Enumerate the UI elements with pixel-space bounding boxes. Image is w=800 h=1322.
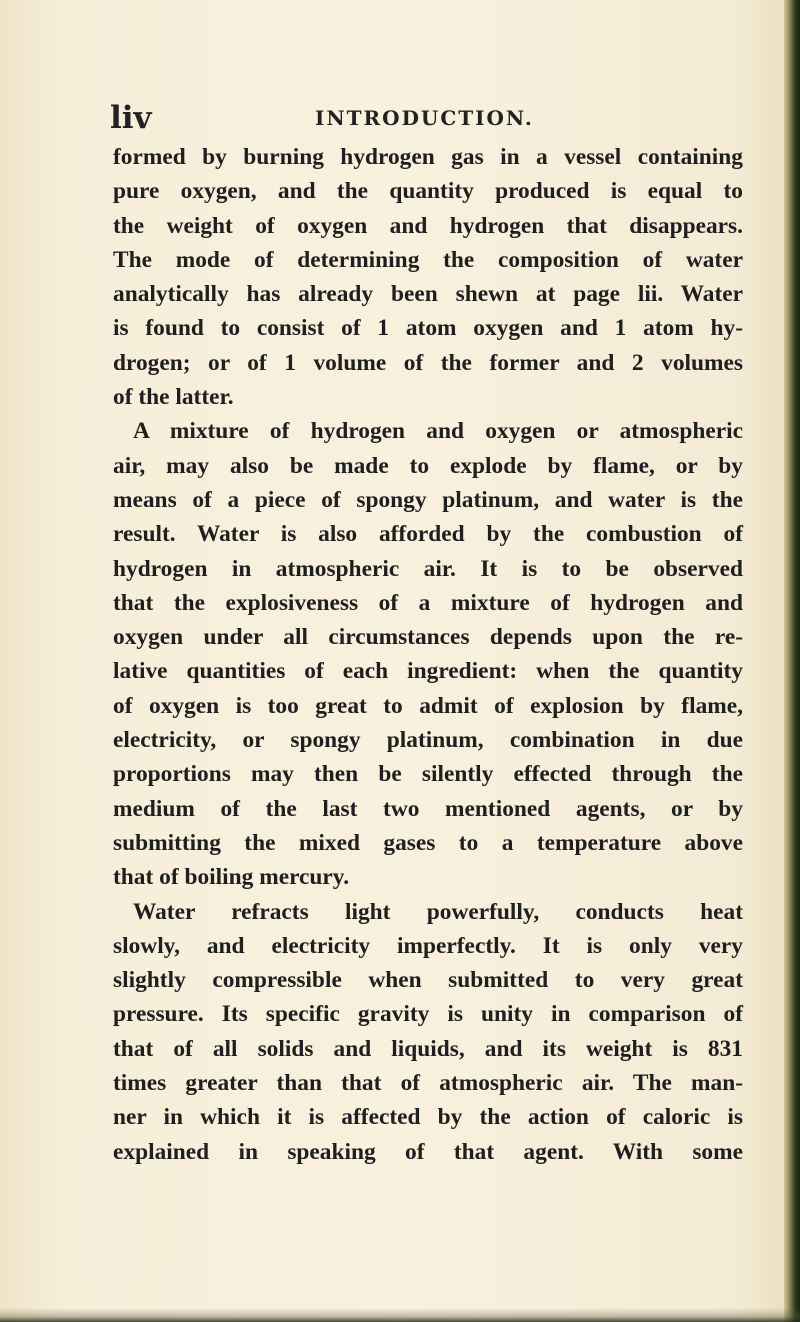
text-line: that of boiling mercury. [113, 864, 350, 891]
text-line: oxygen under all circumstances depends upon the re- [113, 624, 743, 651]
text-line: times greater than that of atmospheric air. The man- [113, 1070, 743, 1097]
text-line: The mode of determining the composition of water [113, 246, 743, 273]
text-line: proportions may then be silently effected through the [113, 761, 743, 788]
text-line: of the latter. [113, 384, 234, 411]
running-head-title: INTRODUCTION. [315, 106, 534, 130]
text-line: ner in which it is affected by the action of caloric is [113, 1104, 743, 1131]
text-line: A mixture of hydrogen and oxygen or atmospheric [133, 418, 743, 445]
text-line: air, may also be made to explode by flame, or by [113, 452, 743, 479]
text-line: formed by burning hydrogen gas in a vessel containing [113, 144, 743, 170]
text-line: slowly, and electricity imperfectly. It is only very [113, 932, 743, 959]
text-line: result. Water is also afforded by the combustion of [113, 521, 743, 548]
page-bottom-shadow [0, 1308, 800, 1322]
text-line: of oxygen is too great to admit of explosion by flame, [113, 692, 743, 719]
text-line: lative quantities of each ingredient: when the quantity [113, 658, 743, 685]
text-line: Water refracts light powerfully, conducts heat [133, 898, 743, 925]
text-line: pure oxygen, and the quantity produced is equal to [113, 178, 743, 205]
text-line: electricity, or spongy platinum, combination in due [113, 727, 743, 754]
text-line: medium of the last two mentioned agents, or by [113, 795, 743, 822]
body-text [113, 140, 743, 1169]
text-line: analytically has already been shewn at page lii. Water [113, 281, 743, 308]
page-edge-shadow [784, 0, 800, 1322]
text-line: that the explosiveness of a mixture of hydrogen and [113, 589, 743, 616]
text-line: pressure. Its specific gravity is unity in comparison of [113, 1001, 743, 1028]
text-line: that of all solids and liquids, and its weight is 831 [113, 1035, 743, 1062]
text-line: slightly compressible when submitted to very great [113, 967, 743, 994]
page-number: liv [110, 100, 152, 136]
running-head [110, 100, 770, 136]
text-line: drogen; or of 1 volume of the former and 2 volumes [113, 349, 743, 376]
text-line: the weight of oxygen and hydrogen that disappears. [113, 212, 743, 239]
text-line: submitting the mixed gases to a temperature above [113, 829, 743, 856]
text-line: is found to consist of 1 atom oxygen and 1 atom hy- [113, 315, 743, 342]
text-line: explained in speaking of that agent. With some [113, 1138, 743, 1165]
text-line: hydrogen in atmospheric air. It is to be observed [113, 555, 743, 582]
text-line: means of a piece of spongy platinum, and water is the [113, 486, 743, 513]
